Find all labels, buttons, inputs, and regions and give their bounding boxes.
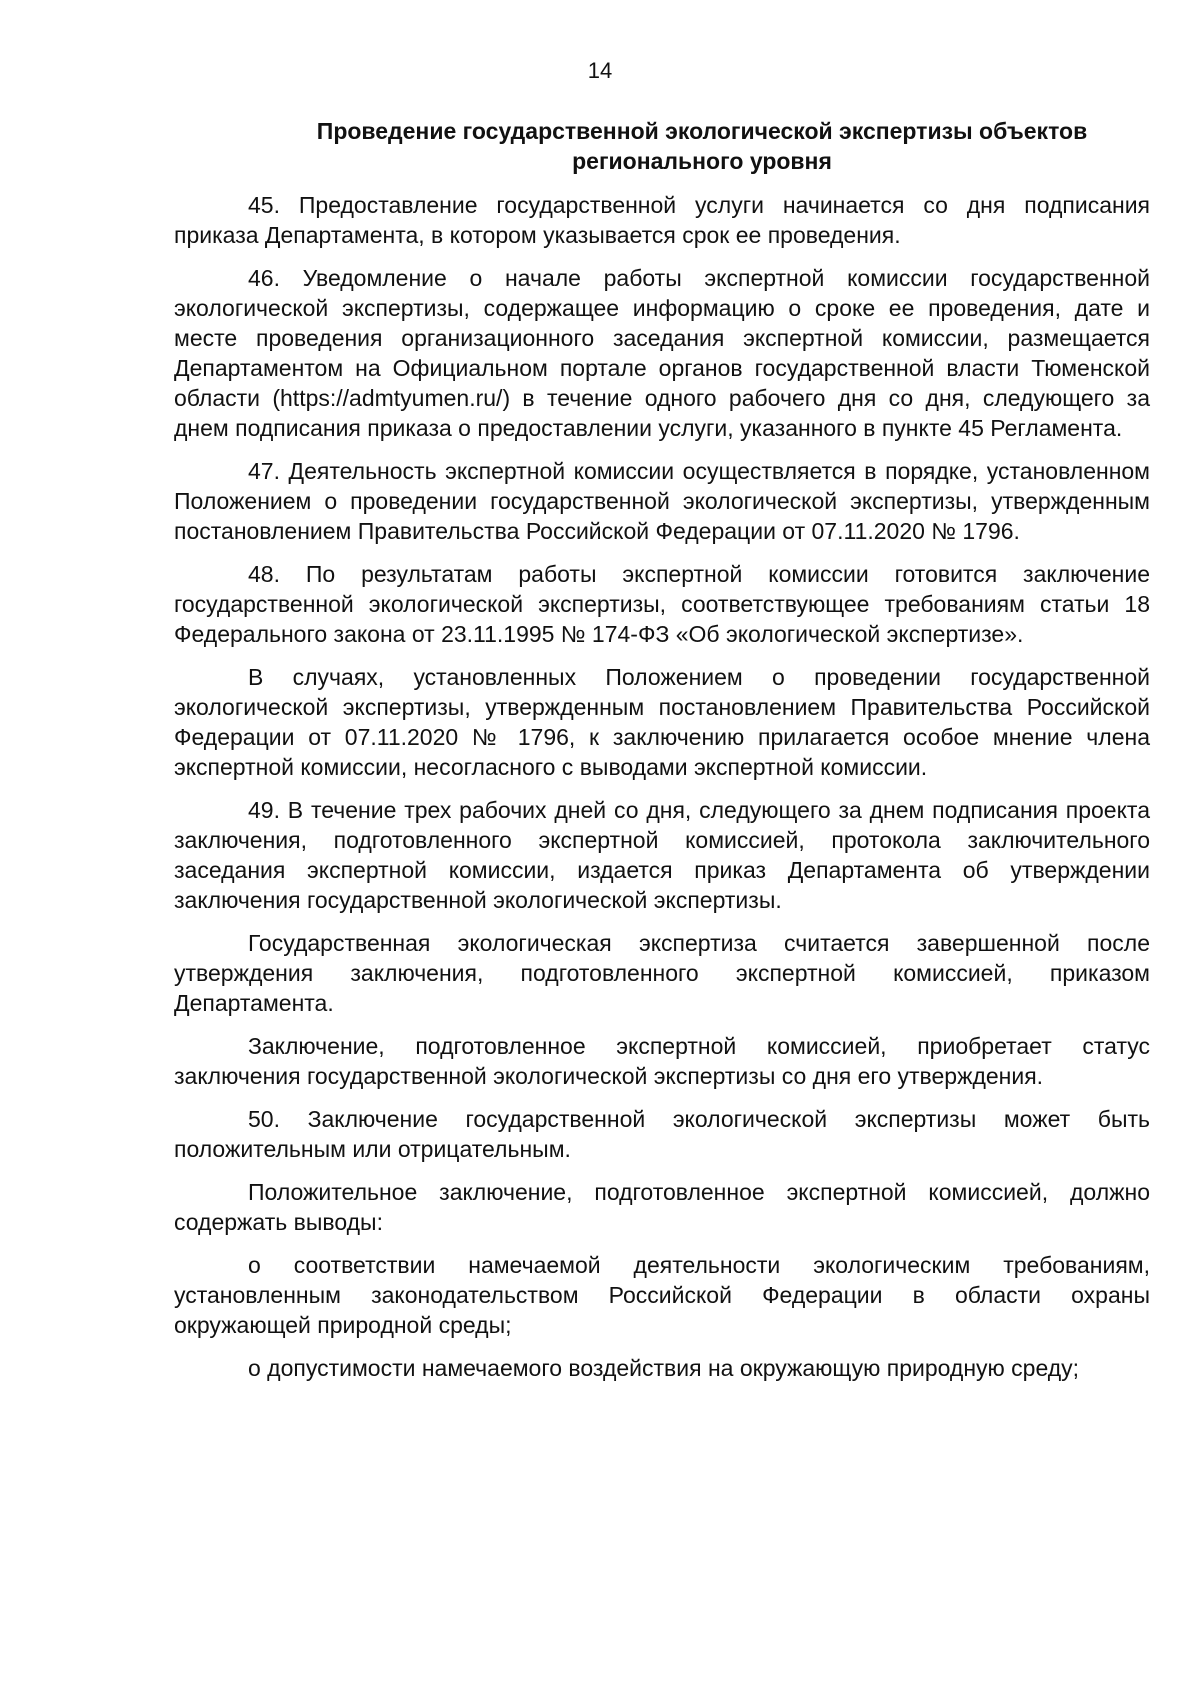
paragraph-46: 46. Уведомление о начале работы экспертной комиссии государственной экологической экспертизы, содержащее информацию о сроке ее проведения, дате и месте проведения организационного заседания экспертной комиссии, размещается Департаментом на Официальном портале органов государственной власти Тюменской области (https://admtyumen.ru/) в течение одного рабочего дня со дня, следующего за днем подписания приказа о предоставлении услуги, указанного в пункте 45 Регламента. xyxy=(174,265,1150,441)
list-item-compliance: о соответствии намечаемой деятельности экологическим требованиям, установленным законодательством Российской Федерации в области охраны окружающей природной среды; xyxy=(174,1252,1150,1338)
paragraph-50-positive-conclusion: Положительное заключение, подготовленное экспертной комиссией, должно содержать выводы: xyxy=(174,1179,1150,1235)
paragraph-49-status: Заключение, подготовленное экспертной комиссией, приобретает статус заключения государственной экологической экспертизы со дня его утверждения. xyxy=(174,1033,1150,1089)
list-item-admissibility: о допустимости намечаемого воздействия на окружающую природную среду; xyxy=(248,1355,1080,1381)
paragraph-48-special-opinion: В случаях, установленных Положением о проведении государственной экологической экспертизы, утвержденным постановлением Правительства Российской Федерации от 07.11.2020 № 1796, к заключению прилагается особое мнение члена экспертной комиссии, несогласного с выводами экспертной комиссии. xyxy=(174,664,1150,780)
paragraph-49: 49. В течение трех рабочих дней со дня, следующего за днем подписания проекта заключения, подготовленного экспертной комиссией, протокола заключительного заседания экспертной комиссии, издается приказ Департамента об утверждении заключения государственной экологической экспертизы. xyxy=(174,797,1150,913)
paragraph-48: 48. По результатам работы экспертной комиссии готовится заключение государственной экологической экспертизы, соответствующее требованиям статьи 18 Федерального закона от 23.11.1995 № 174-ФЗ «Об экологической экспертизе». xyxy=(174,561,1150,647)
paragraph-50: 50. Заключение государственной экологической экспертизы может быть положительным или отрицательным. xyxy=(174,1106,1150,1162)
document-body xyxy=(174,116,1150,1396)
section-title: Проведение государственной экологической экспертизы объектов регионального уровня xyxy=(316,118,1088,174)
paragraph-49-completion: Государственная экологическая экспертиза считается завершенной после утверждения заключения, подготовленного экспертной комиссией, приказом Департамента. xyxy=(174,930,1150,1016)
page-number: 14 xyxy=(587,58,613,83)
paragraph-47: 47. Деятельность экспертной комиссии осуществляется в порядке, установленном Положением о проведении государственной экологической экспертизы, утвержденным постановлением Правительства Российской Федерации от 07.11.2020 № 1796. xyxy=(174,458,1150,544)
paragraph-45: 45. Предоставление государственной услуги начинается со дня подписания приказа Департамента, в котором указывается срок ее проведения. xyxy=(174,192,1150,248)
